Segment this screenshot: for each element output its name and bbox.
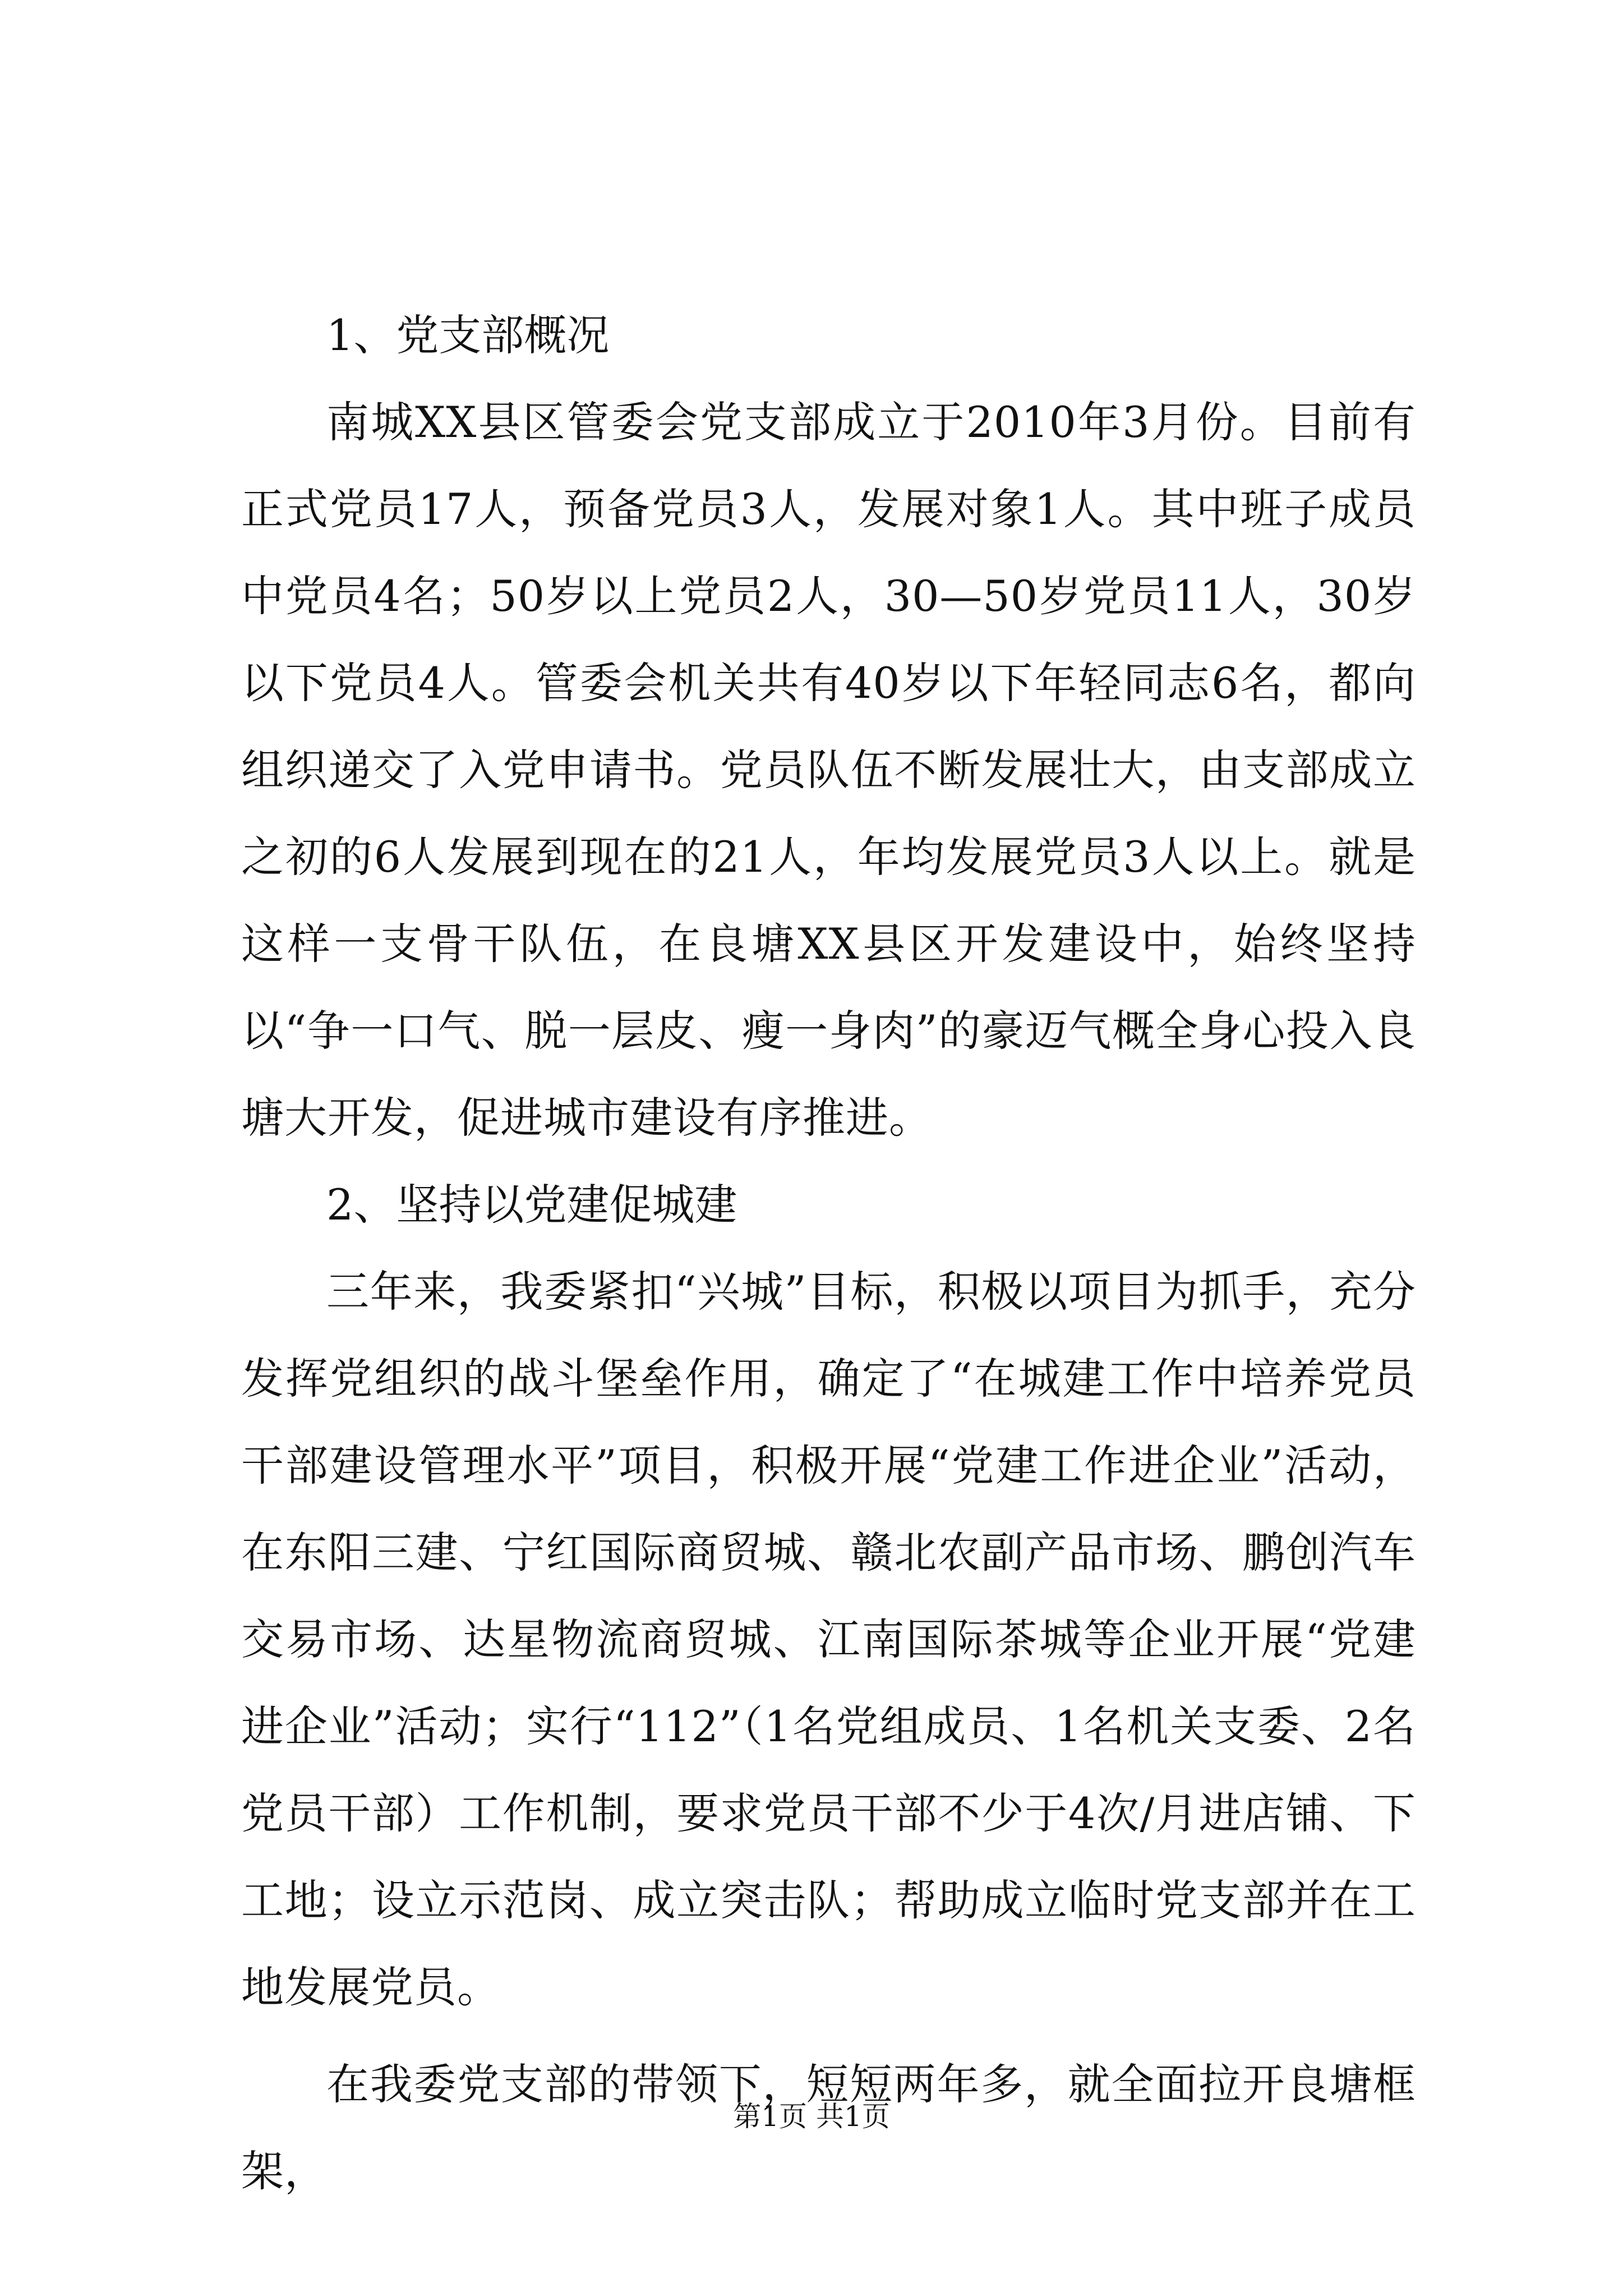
paragraph-party-building: 三年来，我委紧扣“兴城”目标，积极以项目为抓手，充分发挥党组织的战斗堡垒作用，确定了“在城建工作中培养党员干部建设管理水平”项目，积极开展“党建工作进企业”活动，在东阳三建、宁红国际商贸城、赣北农副产品市场、鹏创汽车交易市场、达星物流商贸城、江南国际茶城等企业开展“党建进企业”活动；实行“112”（1名党组成员、1名机关支委、2名党员干部）工作机制，要求党员干部不少于4次/月进店铺、下工地；设立示范岗、成立突击队；帮助成立临时党支部并在工地发展党员。 <box>241 1267 1416 2012</box>
document-body <box>241 292 1416 2215</box>
paragraph-overview: 南城XX县区管委会党支部成立于2010年3月份。目前有正式党员17人，预备党员3人，发展对象1人。其中班子成员中党员4名；50岁以上党员2人，30—50岁党员11人，30岁以下党员4人。管委会机关共有40岁以下年轻同志6名，都向组织递交了入党申请书。党员队伍不断发展壮大，由支部成立之初的6人发展到现在的21人，年均发展党员3人以上。就是这样一支骨干队伍，在良塘XX县区开发建设中，始终坚持以“争一口气、脱一层皮、瘦一身肉”的豪迈气概全身心投入良塘大开发，促进城市建设有序推进。 <box>241 397 1416 1143</box>
page-footer: 第1页 共1页 <box>733 2100 890 2133</box>
paragraph-leadership: 在我委党支部的带领下，短短两年多，就全面拉开良塘框架， <box>241 2059 1416 2196</box>
section-heading-overview: 1、党支部概况 <box>326 310 610 360</box>
section-heading-party-building: 2、坚持以党建促城建 <box>326 1180 737 1230</box>
